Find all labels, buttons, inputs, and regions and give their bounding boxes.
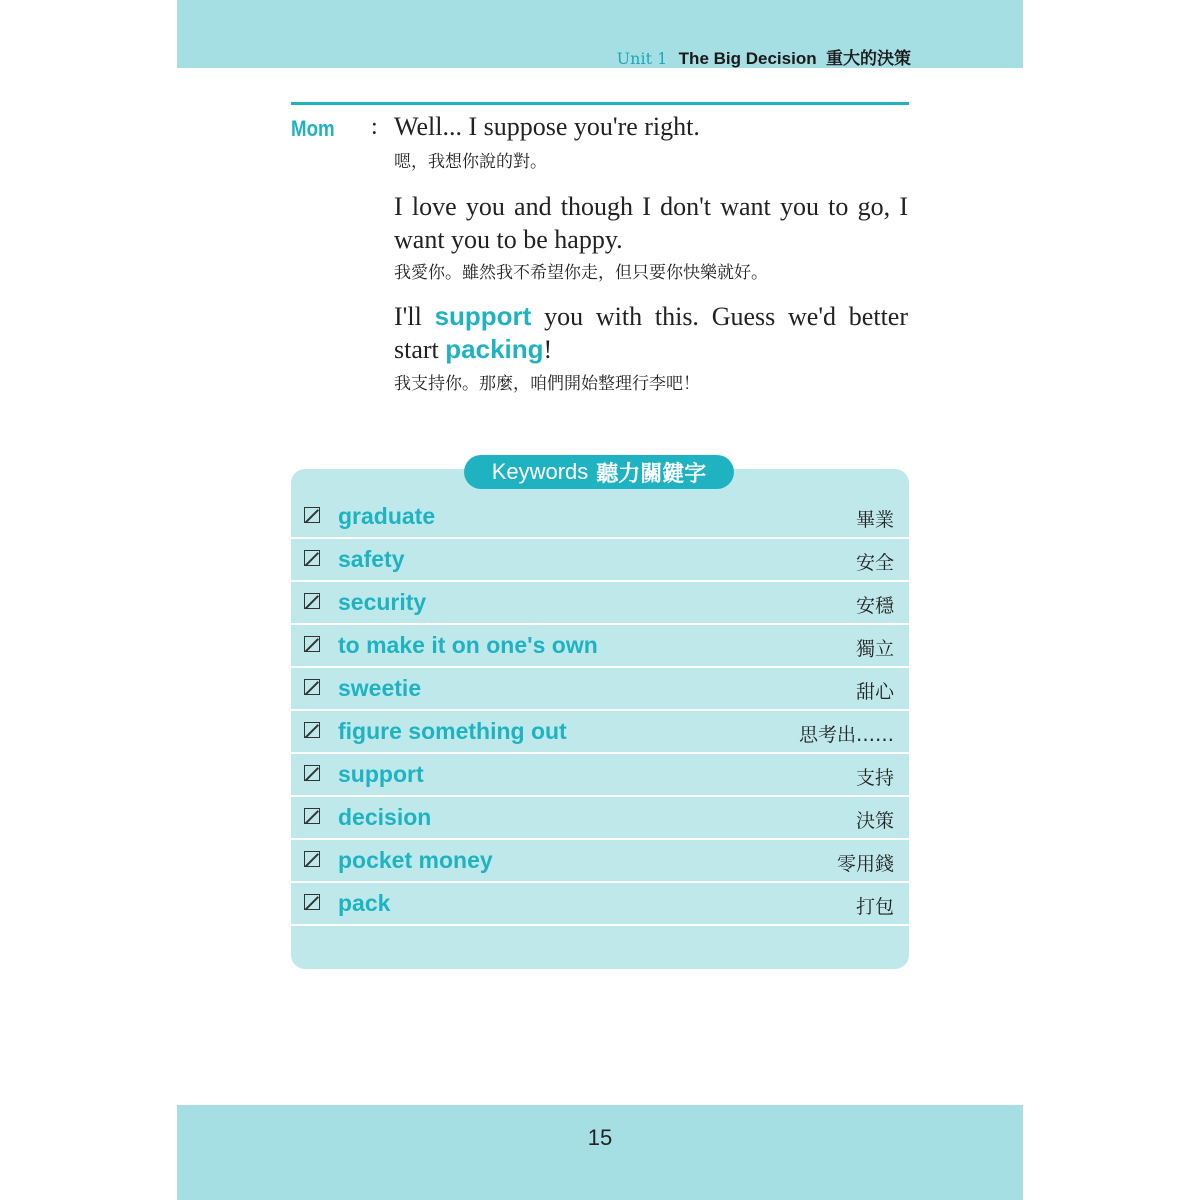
- unit-header: [617, 44, 911, 69]
- keyword-term: figure something out: [338, 718, 567, 744]
- keywords-heading: [464, 455, 734, 489]
- footer-band: [177, 1105, 1023, 1200]
- keyword-definition: 畢業: [855, 509, 894, 531]
- checkbox-icon: [304, 636, 320, 652]
- keyword-row: [291, 754, 909, 797]
- keyword-row: [291, 883, 909, 926]
- keyword-definition: 零用錢: [836, 853, 894, 875]
- keyword-definition: 獨立: [855, 638, 894, 660]
- dialogue-text: !: [543, 335, 553, 364]
- keyword-row: [291, 539, 909, 582]
- speaker-colon: :: [371, 114, 378, 140]
- unit-title-en: The Big Decision: [678, 49, 817, 68]
- keyword-term: graduate: [338, 503, 436, 529]
- unit-title-zh: 重大的決策: [826, 49, 911, 69]
- keyword-definition: 安穩: [855, 595, 894, 617]
- speaker-name: Mom: [291, 116, 335, 141]
- checkbox-icon: [304, 765, 320, 781]
- checkbox-icon: [304, 679, 320, 695]
- keyword-term: to make it on one's own: [338, 632, 598, 658]
- keyword-term: pack: [338, 890, 391, 916]
- unit-label: Unit 1: [616, 49, 668, 68]
- dialogue-line-3-zh: 我支持你。那麼，咱們開始整理行李吧！: [394, 374, 700, 394]
- checkbox-icon: [304, 808, 320, 824]
- keyword-definition: 決策: [855, 810, 894, 832]
- keyword-term: support: [338, 761, 424, 787]
- dialogue-text: you with this. Guess we'd better start: [394, 302, 908, 364]
- keyword-row: [291, 625, 909, 668]
- keyword-definition: 甜心: [855, 681, 894, 703]
- dialogue-line-2-en: I love you and though I don't want you to go, I want you to be happy.: [394, 192, 908, 254]
- keyword-row: [291, 668, 909, 711]
- keyword-highlight: support: [434, 301, 532, 331]
- dialogue-line-1-en: Well... I suppose you're right.: [394, 112, 700, 141]
- dialogue-text: I'll: [394, 302, 435, 331]
- dialogue-line-3-en: [394, 300, 908, 366]
- book-page: [177, 0, 1023, 1200]
- keyword-term: security: [338, 589, 427, 615]
- keywords-box: [291, 469, 909, 969]
- keyword-definition: 思考出……: [798, 724, 894, 746]
- section-divider: [291, 102, 909, 105]
- keyword-row: [291, 797, 909, 840]
- keyword-row: [291, 496, 909, 539]
- keyword-definition: 安全: [855, 552, 894, 574]
- keyword-definition: 打包: [855, 896, 894, 918]
- keyword-highlight: packing: [445, 334, 544, 364]
- keyword-row: [291, 711, 909, 754]
- keyword-definition: 支持: [855, 767, 894, 789]
- keyword-term: decision: [338, 804, 432, 830]
- keyword-row: [291, 582, 909, 625]
- keyword-row: [291, 840, 909, 883]
- keyword-term: sweetie: [338, 675, 422, 701]
- keyword-term: safety: [338, 546, 405, 572]
- checkbox-icon: [304, 507, 320, 523]
- keywords-heading-zh: 聽力關鍵字: [596, 461, 707, 487]
- checkbox-icon: [304, 851, 320, 867]
- dialogue-line-1-zh: 嗯，我想你說的對。: [394, 152, 547, 172]
- dialogue-line-2-zh: 我愛你。雖然我不希望你走，但只要你快樂就好。: [394, 263, 768, 283]
- keyword-term: pocket money: [338, 847, 493, 873]
- keywords-heading-en: Keywords: [491, 459, 589, 484]
- checkbox-icon: [304, 550, 320, 566]
- checkbox-icon: [304, 593, 320, 609]
- checkbox-icon: [304, 722, 320, 738]
- page-number: 15: [587, 1125, 613, 1150]
- checkbox-icon: [304, 894, 320, 910]
